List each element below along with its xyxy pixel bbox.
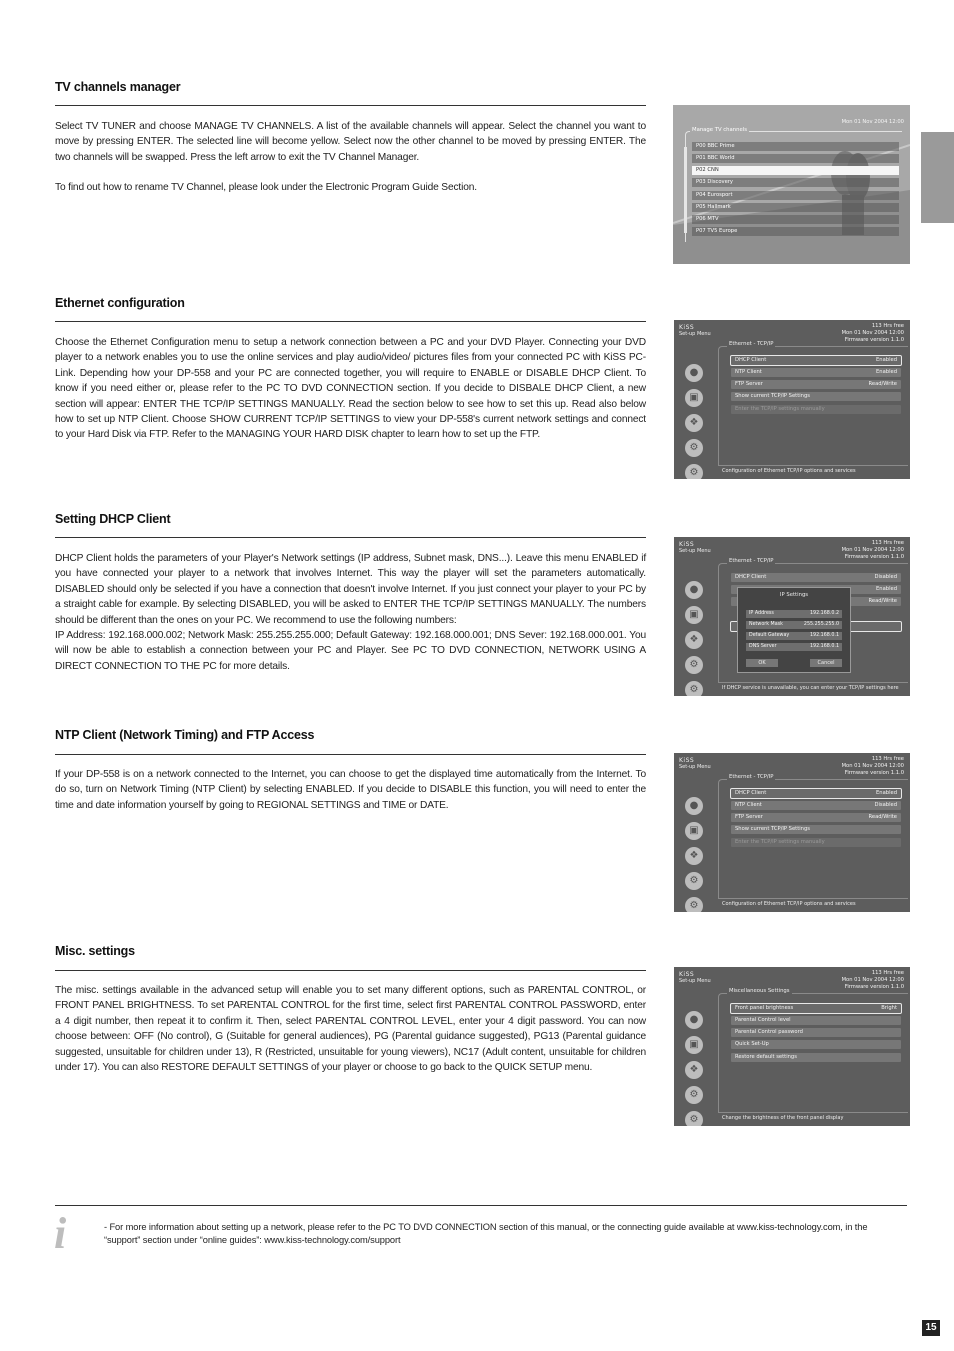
kiss-logo: KiSS: [679, 757, 695, 764]
menu-row-ftp[interactable]: FTP Server Read/Write: [731, 813, 901, 822]
help-footer: Change the brightness of the front panel display: [718, 1112, 908, 1126]
paragraph: Select TV TUNER and choose MANAGE TV CHANNELS. A list of the available channels will appear. Select the channel you want to move by pressing ENTER. The selected line will become yellow. Select now the other channel to be moved by pressing ENTER. The two channels will be swapped. Press the left arrow to exit the TV Channel Manager.: [55, 121, 646, 163]
gear-icon[interactable]: ⚙: [685, 1111, 703, 1126]
menu-row-ntp[interactable]: Enabled: [731, 585, 901, 594]
channel-row[interactable]: P00 BBC Prime: [692, 142, 899, 151]
ip-address-field[interactable]: IP Address 192.168.0.2: [746, 610, 842, 618]
gear-icon[interactable]: ⚙: [685, 897, 703, 912]
note-rule: [55, 1205, 907, 1206]
ok-button[interactable]: OK: [746, 659, 778, 667]
disc-icon[interactable]: ●: [685, 1011, 703, 1029]
display-icon[interactable]: ▣: [685, 822, 703, 840]
display-icon[interactable]: ▣: [685, 606, 703, 624]
section-text-dhcp: [55, 551, 646, 674]
tv-panel-title: Manage TV channels: [692, 127, 747, 133]
channel-row[interactable]: P06 MTV: [692, 215, 899, 224]
help-footer: Configuration of Ethernet TCP/IP options and services: [718, 465, 908, 479]
tools-icon[interactable]: ⚙: [685, 872, 703, 890]
display-icon[interactable]: ▣: [685, 389, 703, 407]
menu-row-parental-level[interactable]: Parental Control level: [731, 1016, 901, 1025]
info-note: - For more information about setting up a network, please refer to the PC TO DVD CONNECTION section of this manual, or the connecting guide available at www.kiss-technology.com, in the “support” section under “online guides”: www.kiss-technology.com/support: [104, 1222, 868, 1245]
panel-title: Ethernet - TCP/IP: [729, 558, 774, 564]
kiss-logo: KiSS: [679, 971, 695, 978]
menu-row-dhcp[interactable]: DHCP Client Enabled: [731, 789, 901, 798]
status-header: 113 Hrs free Mon 01 Nov 2004 12:00 Firmware version 1.1.0: [841, 323, 904, 343]
section-text-ntp: [55, 767, 646, 813]
cancel-button[interactable]: Cancel: [810, 659, 842, 667]
page-number: 15: [922, 1320, 940, 1336]
section-rule: [55, 105, 646, 106]
section-title-tv: TV channels manager: [55, 80, 181, 94]
network-icon[interactable]: ❖: [685, 847, 703, 865]
status-header: 113 Hrs free Mon 01 Nov 2004 12:00 Firmware version 1.1.0: [841, 756, 904, 776]
scrollbar[interactable]: [684, 147, 687, 233]
section-text-tv: [55, 119, 646, 196]
menu-row-show-tcpip[interactable]: Show current TCP/IP Settings: [731, 392, 901, 401]
tv-channels-screenshot: [673, 105, 910, 264]
menu-row-ftp[interactable]: Read/Write: [731, 597, 901, 606]
panel-title: Ethernet - TCP/IP: [729, 774, 774, 780]
panel-title: Miscellaneous Settings: [729, 988, 790, 994]
dhcp-screenshot: [674, 537, 910, 696]
status-header: 113 Hrs free Mon 01 Nov 2004 12:00 Firmware version 1.1.0: [841, 540, 904, 560]
tv-date: Mon 01 Nov 2004 12:00: [841, 119, 904, 125]
section-rule: [55, 754, 646, 755]
dialog-title: IP Settings: [779, 592, 809, 598]
channel-row[interactable]: P04 Eurosport: [692, 191, 899, 200]
menu-icons: [682, 364, 708, 479]
paragraph: To find out how to rename TV Channel, please look under the Electronic Program Guide Section.: [55, 182, 477, 194]
section-title-misc: Misc. settings: [55, 944, 135, 958]
misc-screenshot: [674, 967, 910, 1126]
network-icon[interactable]: ❖: [685, 631, 703, 649]
panel-title: Ethernet - TCP/IP: [729, 341, 774, 347]
section-rule: [55, 321, 646, 322]
section-title-ntp: NTP Client (Network Timing) and FTP Access: [55, 728, 315, 742]
section-rule: [55, 970, 646, 971]
menu-row-ftp[interactable]: FTP Server Read/Write: [731, 380, 901, 389]
dns-server-field[interactable]: DNS Server 192.168.0.1: [746, 643, 842, 651]
tools-icon[interactable]: ⚙: [685, 1086, 703, 1104]
network-icon[interactable]: ❖: [685, 1061, 703, 1079]
menu-row-parental-password[interactable]: Parental Control password: [731, 1028, 901, 1037]
setup-menu-label: Set-up Menu: [679, 764, 711, 770]
ntp-screenshot: [674, 753, 910, 912]
channel-row[interactable]: P07 TV5 Europe: [692, 227, 899, 236]
menu-row-ntp[interactable]: NTP Client Disabled: [731, 801, 901, 810]
menu-icons: [682, 581, 708, 696]
section-title-dhcp: Setting DHCP Client: [55, 512, 171, 526]
section-title-ethernet: Ethernet configuration: [55, 296, 185, 310]
menu-row-dhcp[interactable]: DHCP Client Disabled: [731, 573, 901, 582]
paragraph: DHCP Client holds the parameters of your Player's Network settings (IP address, Subnet mask, DNS...). Leave this menu ENABLED if you have connected your player to a network that involves Internet. This way the player will set the parameters automatically. DISABLED should only be selected if you have a connection that doesn't involve Internet. If you just connect your player to your PC by a straight cable for example. By selecting DISABLED, you will be asked to ENTER THE TCP/IP SETTINGS MANUALLY. The numbers should be different than the ones on your PC. We recommend to use the following numbers:: [55, 553, 646, 626]
disc-icon[interactable]: ●: [685, 581, 703, 599]
section-text-ethernet: [55, 335, 646, 443]
channel-row[interactable]: P01 BBC World: [692, 154, 899, 163]
gear-icon[interactable]: ⚙: [685, 464, 703, 479]
chapter-tab: [921, 132, 954, 223]
info-icon: i: [54, 1209, 67, 1258]
setup-menu-label: Set-up Menu: [679, 331, 711, 337]
menu-row-enter-tcpip: Enter the TCP/IP settings manually: [731, 405, 901, 414]
help-footer: If DHCP service is unavailable, you can enter your TCP/IP settings here: [718, 682, 908, 696]
tools-icon[interactable]: ⚙: [685, 656, 703, 674]
default-gateway-field[interactable]: Default Gateway 192.168.0.1: [746, 632, 842, 640]
channel-row-selected[interactable]: P02 CNN: [692, 166, 899, 175]
help-footer: Configuration of Ethernet TCP/IP options and services: [718, 898, 908, 912]
menu-row-ntp[interactable]: NTP Client Enabled: [731, 368, 901, 377]
menu-row-dhcp[interactable]: DHCP Client Enabled: [731, 356, 901, 365]
gear-icon[interactable]: ⚙: [685, 681, 703, 696]
status-header: 113 Hrs free Mon 01 Nov 2004 12:00 Firmware version 1.1.0: [841, 970, 904, 990]
kiss-logo: KiSS: [679, 324, 695, 331]
display-icon[interactable]: ▣: [685, 1036, 703, 1054]
kiss-logo: KiSS: [679, 541, 695, 548]
tools-icon[interactable]: ⚙: [685, 439, 703, 457]
channel-row[interactable]: P03 Discovery: [692, 178, 899, 187]
paragraph: Choose the Ethernet Configuration menu to setup a network connection between a PC and your DVD Player. Connecting your DVD player to a network enables you to use the online services and play audio/video/ pictures files from your connected PC with KiSS PC-Link. Depending how your DP-558 and your PC are connected together, you will require to ENABLE or DISABLE DHCP Client. To know if you need either or, please refer to the PC TO DVD CONNECTION section. If you decide to DISBALE DHCP Client, a new section will appear: ENTER THE TCP/IP SETTINGS MANUALLY. Read the section below to see how to set this up. Read also below how to set up NTP Client. Choose SHOW CURRENT TCP/IP SETTINGS to view your DP-558's current network settings and connect to your Hard Disk via FTP. Refer to the MANAGING YOUR HARD DISK chapter to learn how to set up the FTP.: [55, 337, 646, 441]
paragraph: IP Address: 192.168.000.002; Network Mask: 255.255.255.000; Default Gateway: 192.168.000.001; DNS Sever: 192.168.000.001. You will now be able to establish a connection between your PC and Player. See PC TO DVD CONNECTION, NETWORK USING A DIRECT CONNECTION TO THE PC for more details.: [55, 630, 646, 672]
network-mask-field[interactable]: Network Mask 255.255.255.0: [746, 621, 842, 629]
setup-menu-label: Set-up Menu: [679, 978, 711, 984]
menu-row-quick-setup[interactable]: Quick Set-Up: [731, 1040, 901, 1049]
menu-row-restore-defaults[interactable]: Restore default settings: [731, 1053, 901, 1062]
ip-settings-dialog: [737, 587, 851, 673]
menu-row-brightness[interactable]: Front panel brightness Bright: [731, 1004, 901, 1013]
paragraph: The misc. settings available in the advanced setup will enable you to set many different options, such as PARENTAL CONTROL, or FRONT PANEL BRIGHTNESS. To set PARENTAL CONTROL for the first time, select first PARENTAL CONTROL PASSWORD, enter a 4 digit number, then repeat it to confirm it. Then, select PARENTAL CONTROL LEVEL, enter your 4 digit password. You can now choose between: OFF (No control), G (Suitable for general audiences), PG (Parental guidance suggested), PG13 (Parental guidance suggested, unsuitable for children under 13), R (Restricted, unsuitable for young viewers), NC17 (Adult content, unsuitable for children under 17). You can also RESTORE DEFAULT SETTINGS of your player or choose to go back to the QUICK SETUP menu.: [55, 985, 646, 1074]
menu-icons: [682, 1011, 708, 1126]
menu-row-show-tcpip[interactable]: Show current TCP/IP Settings: [731, 825, 901, 834]
setup-menu-label: Set-up Menu: [679, 548, 711, 554]
network-icon[interactable]: ❖: [685, 414, 703, 432]
section-text-misc: [55, 983, 646, 1075]
menu-icons: [682, 797, 708, 912]
menu-row-enter-tcpip: Enter the TCP/IP settings manually: [731, 838, 901, 847]
channel-row[interactable]: P05 Hallmark: [692, 203, 899, 212]
ethernet-screenshot: [674, 320, 910, 479]
disc-icon[interactable]: ●: [685, 364, 703, 382]
disc-icon[interactable]: ●: [685, 797, 703, 815]
section-rule: [55, 537, 646, 538]
paragraph: If your DP-558 is on a network connected to the Internet, you can choose to get the displayed time automatically from the Internet. To do so, turn on Network Timing (NTP Client) by selecting ENABLED. If you decide to DISABLE this function, you will need to enter the time and date information yourself by going to REGIONAL SETTINGS and TIME or DATE.: [55, 769, 646, 811]
